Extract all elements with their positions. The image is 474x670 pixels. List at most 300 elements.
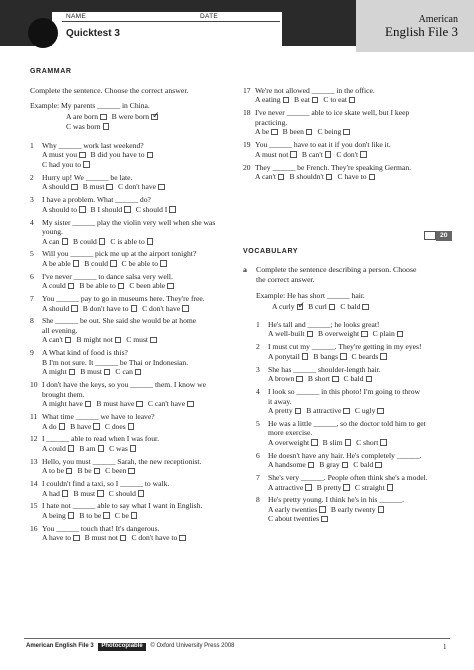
answer-option <box>77 466 100 475</box>
footer-copyright: © Oxford University Press 2008 <box>150 643 235 649</box>
brand-american: American <box>418 14 458 25</box>
answer-checkbox[interactable] <box>130 445 137 452</box>
option-label: B attractive <box>306 406 342 416</box>
option-label: A early twenties <box>268 504 318 514</box>
question-text: He doesn't have any hair. He's completely ______. <box>268 450 422 460</box>
question-number: 8 <box>256 495 260 505</box>
question-item <box>256 320 454 339</box>
question-item <box>256 419 454 447</box>
answer-options-row <box>42 150 240 159</box>
answer-checkbox[interactable] <box>296 376 303 383</box>
answer-checkbox[interactable] <box>343 129 350 136</box>
question-item <box>256 495 454 523</box>
option-label: B overweight <box>318 329 360 339</box>
question-body <box>42 195 240 214</box>
answer-checkbox[interactable] <box>83 161 90 168</box>
answer-checkbox[interactable] <box>167 283 174 290</box>
question-body <box>42 294 240 313</box>
option-label: C be <box>114 510 129 520</box>
answer-option <box>129 281 173 290</box>
option-label: C have to <box>337 172 367 182</box>
answer-checkbox[interactable] <box>59 423 66 430</box>
question-text: all evening. <box>42 325 78 335</box>
answer-options-row <box>255 150 453 159</box>
answer-option <box>42 237 68 246</box>
answer-checkbox[interactable] <box>62 490 69 497</box>
answer-checkbox[interactable] <box>136 401 143 408</box>
question-text: A What kind of food is this? <box>42 348 128 358</box>
answer-checkbox[interactable] <box>73 260 80 267</box>
answer-checkbox[interactable] <box>312 97 319 104</box>
answer-option <box>42 182 78 191</box>
answer-checkbox[interactable] <box>380 439 387 446</box>
answer-option <box>105 466 135 475</box>
answer-option <box>283 127 313 136</box>
question-text: You ______ pay to go in museums here. They're free. <box>42 294 205 304</box>
option-label: C beards <box>351 351 379 361</box>
page-number: 1 <box>443 643 447 651</box>
page-header <box>0 0 474 52</box>
answer-option <box>136 205 176 214</box>
answer-option <box>109 444 136 453</box>
page-footer <box>26 643 235 651</box>
option-label: A eating <box>255 95 281 105</box>
vocabulary-heading: VOCABULARY <box>243 248 299 255</box>
answer-checkbox[interactable] <box>305 484 312 491</box>
vocabulary-instruction <box>243 265 453 284</box>
answer-checkbox[interactable] <box>73 535 80 542</box>
option-label: B don't have to <box>82 303 129 313</box>
answer-option <box>352 352 387 361</box>
answer-checkbox[interactable] <box>98 445 105 452</box>
question-number: 15 <box>30 501 38 511</box>
date-label: DATE <box>200 13 219 20</box>
question-body <box>42 316 240 344</box>
grammar-score-total: 20 <box>436 231 452 241</box>
option-label: C bald <box>340 302 361 312</box>
question-number: 5 <box>256 418 260 428</box>
answer-options-row <box>42 533 240 542</box>
answer-option <box>42 205 86 214</box>
option-label: C must <box>126 335 149 345</box>
answer-option <box>294 95 318 104</box>
answer-checkbox[interactable] <box>79 206 86 213</box>
vocabulary-questions <box>256 320 454 527</box>
answer-checkbox[interactable] <box>147 152 154 159</box>
question-number: 20 <box>243 162 251 172</box>
answer-checkbox[interactable] <box>187 401 194 408</box>
answer-option <box>148 399 194 408</box>
answer-option <box>318 329 368 338</box>
answer-checkbox[interactable] <box>158 184 165 191</box>
answer-checkbox[interactable] <box>65 337 72 344</box>
answer-checkbox[interactable] <box>179 535 186 542</box>
answer-option <box>336 150 366 159</box>
answer-checkbox[interactable] <box>366 376 373 383</box>
checkmark-icon: ✓ <box>297 300 306 311</box>
answer-checkbox[interactable] <box>397 331 404 338</box>
answer-checkbox[interactable] <box>332 376 339 383</box>
answer-checkbox[interactable] <box>329 304 336 311</box>
answer-checkbox[interactable] <box>326 174 333 181</box>
grammar-heading: GRAMMAR <box>30 68 72 75</box>
answer-option <box>73 237 105 246</box>
answer-checkbox[interactable] <box>103 123 110 130</box>
option-label: C should <box>108 488 136 498</box>
answer-checkbox[interactable] <box>120 535 127 542</box>
answer-checkbox[interactable] <box>128 423 135 430</box>
answer-checkbox[interactable] <box>66 468 73 475</box>
answer-checkbox[interactable] <box>343 408 350 415</box>
answer-option <box>42 466 72 475</box>
answer-option <box>83 304 137 313</box>
name-date-line <box>62 21 280 22</box>
answer-option <box>85 533 127 542</box>
answer-checkbox[interactable] <box>306 129 313 136</box>
question-text: more exercise. <box>268 428 313 438</box>
answer-options-row <box>42 237 240 246</box>
question-item <box>30 501 240 520</box>
answer-checkbox[interactable] <box>128 468 135 475</box>
answer-option <box>115 367 141 376</box>
answer-option <box>42 533 80 542</box>
option-label: B bangs <box>313 351 339 361</box>
quicktest-title: Quicktest 3 <box>66 28 120 39</box>
answer-option <box>84 259 116 268</box>
answer-option <box>79 511 109 520</box>
question-number: 13 <box>30 456 38 466</box>
question-item <box>30 316 240 344</box>
vocabulary-instruction-line-2: the correct answer. <box>256 274 315 284</box>
answer-checkbox[interactable] <box>160 260 167 267</box>
answer-checkbox[interactable] <box>378 506 385 513</box>
answer-option <box>344 374 373 383</box>
option-label: C don't <box>336 149 359 159</box>
option-label: A be able <box>42 258 71 268</box>
option-label: C to eat <box>323 95 347 105</box>
question-body <box>42 141 240 169</box>
question-item <box>30 249 240 268</box>
question-text: I look so ______ in this photo! I'm going to throw <box>268 387 420 397</box>
option-label: C should I <box>135 204 168 214</box>
answer-checkbox[interactable] <box>343 484 350 491</box>
question-item <box>30 218 240 246</box>
question-body <box>42 218 240 246</box>
question-item <box>30 141 240 169</box>
question-text: young. <box>42 227 63 237</box>
answer-checkbox[interactable] <box>362 304 369 311</box>
option-label: A should <box>42 303 70 313</box>
option-label: A could <box>42 443 66 453</box>
question-body <box>268 365 454 384</box>
answer-option <box>115 511 138 520</box>
option-label: C being <box>317 127 342 137</box>
answer-checkbox[interactable] <box>69 369 76 376</box>
option-label: A ponytail <box>268 351 300 361</box>
question-item <box>256 342 454 361</box>
answer-option <box>109 489 145 498</box>
answer-checkbox[interactable] <box>97 490 104 497</box>
answer-checkbox[interactable] <box>99 238 106 245</box>
question-text: She has ______ shoulder-length hair. <box>268 364 381 374</box>
answer-checkbox[interactable] <box>182 305 189 312</box>
question-text: I don't have the keys, so you ______ them. I know we <box>42 380 206 390</box>
option-label: A can <box>42 236 60 246</box>
answer-option <box>323 438 352 447</box>
answer-option <box>331 505 384 514</box>
answer-checkbox[interactable] <box>375 462 382 469</box>
vocabulary-example-options <box>272 302 442 311</box>
answer-options-row <box>268 483 454 492</box>
option-label: A well-built <box>268 329 305 339</box>
answer-checkbox[interactable] <box>118 283 125 290</box>
answer-checkbox[interactable] <box>321 516 328 523</box>
option-label: B early twenty <box>330 504 376 514</box>
option-label: C about twenties <box>268 514 320 524</box>
answer-option <box>91 150 154 159</box>
question-number: 3 <box>30 195 34 205</box>
question-number: 4 <box>30 217 34 227</box>
answer-checkbox[interactable] <box>340 353 347 360</box>
option-label: B been <box>282 127 304 137</box>
question-text: My sister ______ play the violin very well when she was <box>42 217 216 227</box>
answer-option <box>308 302 335 311</box>
option-label: C had you to <box>42 159 82 169</box>
answer-checkbox[interactable] <box>319 506 326 513</box>
answer-checkbox[interactable] <box>68 512 75 519</box>
answer-checkbox[interactable] <box>100 114 107 121</box>
option-label: A brown <box>268 374 295 384</box>
question-body <box>42 501 240 520</box>
grammar-score-box[interactable] <box>424 231 436 240</box>
question-number: 10 <box>30 380 38 390</box>
question-body <box>268 419 454 447</box>
answer-option <box>42 422 65 431</box>
answer-option <box>42 160 90 169</box>
answer-checkbox[interactable] <box>377 408 384 415</box>
answer-option <box>96 399 142 408</box>
question-body <box>255 108 453 136</box>
answer-options-row <box>42 304 240 313</box>
answer-options-row <box>42 259 240 268</box>
option-label: A have to <box>42 533 72 543</box>
answer-option <box>356 438 387 447</box>
option-label: C does <box>104 421 126 431</box>
question-text: brought them. <box>42 389 85 399</box>
question-body <box>268 320 454 339</box>
question-number: 18 <box>243 108 251 118</box>
answer-options-row <box>42 489 240 498</box>
answer-checkbox[interactable] <box>295 408 302 415</box>
answer-option <box>308 374 339 383</box>
answer-checkbox[interactable] <box>311 439 318 446</box>
option-label: B must <box>80 367 102 377</box>
question-item <box>243 140 453 159</box>
answer-checkbox[interactable] <box>85 401 92 408</box>
grammar-column-left <box>30 141 240 546</box>
answer-checkbox[interactable] <box>283 97 290 104</box>
answer-checkbox[interactable] <box>150 337 157 344</box>
answer-checkbox[interactable] <box>135 369 142 376</box>
grammar-example <box>30 101 216 131</box>
option-label: B can't <box>301 149 323 159</box>
question-number: 7 <box>30 294 34 304</box>
option-label: A should <box>42 182 70 192</box>
option-label: B must have <box>96 399 135 409</box>
question-text: What time ______ we have to leave? <box>42 412 155 422</box>
question-text: I have a problem. What ______ do? <box>42 195 151 205</box>
answer-checkbox[interactable] <box>94 468 101 475</box>
answer-checkbox[interactable] <box>62 238 69 245</box>
answer-option <box>42 444 74 453</box>
option-label: A curly <box>272 302 295 312</box>
answer-checkbox[interactable] <box>361 331 368 338</box>
answer-options-row <box>268 374 454 383</box>
answer-option <box>340 302 369 311</box>
option-label: A are born <box>66 112 99 122</box>
answer-options-row <box>42 422 240 431</box>
question-number: 4 <box>256 387 260 397</box>
answer-options-row <box>255 95 453 104</box>
answer-options-row <box>268 505 454 514</box>
answer-option <box>79 444 104 453</box>
question-number: 11 <box>30 412 38 422</box>
answer-checkbox[interactable] <box>271 129 278 136</box>
answer-checkbox[interactable] <box>138 490 145 497</box>
option-label: B pretty <box>316 482 342 492</box>
answer-checkbox[interactable] <box>302 353 309 360</box>
option-label: A can't <box>255 172 276 182</box>
answer-options-row <box>268 406 454 415</box>
answer-checkbox[interactable] <box>131 512 138 519</box>
answer-options-row <box>255 127 453 136</box>
vocabulary-part-letter: a <box>243 265 247 274</box>
answer-options-row <box>42 160 240 169</box>
answer-option <box>255 95 289 104</box>
answer-checkbox[interactable] <box>124 206 131 213</box>
question-body <box>42 524 240 543</box>
answer-options-row <box>255 172 453 181</box>
question-text: He's pretty young. I think he's in his ______. <box>268 495 405 505</box>
answer-option <box>142 304 189 313</box>
answer-checkbox[interactable] <box>325 151 332 158</box>
answer-option <box>289 172 332 181</box>
question-item <box>30 457 240 476</box>
option-label: C don't have <box>142 303 181 313</box>
answer-checkbox[interactable] <box>387 484 394 491</box>
question-item <box>243 108 453 136</box>
question-body <box>42 173 240 192</box>
answer-options-row <box>42 281 240 290</box>
answer-checkbox[interactable] <box>360 151 367 158</box>
question-number: 14 <box>30 479 38 489</box>
question-text: I ______ able to read when I was four. <box>42 434 160 444</box>
question-body <box>268 451 454 470</box>
photocopiable-badge: Photocopiable <box>98 643 145 651</box>
answer-checkbox[interactable] <box>93 423 100 430</box>
answer-checkbox[interactable] <box>79 152 86 159</box>
question-item <box>30 173 240 192</box>
answer-option <box>80 367 110 376</box>
answer-checkbox[interactable] <box>106 184 113 191</box>
answer-option <box>268 505 326 514</box>
question-text: I've never ______ to dance salsa very well. <box>42 271 173 281</box>
question-item <box>256 473 454 492</box>
question-text: We're not allowed ______ in the office. <box>255 86 375 95</box>
answer-checkbox[interactable] <box>151 110 160 121</box>
answer-checkbox[interactable] <box>103 512 110 519</box>
answer-option <box>42 335 71 344</box>
answer-checkbox[interactable] <box>349 97 356 104</box>
answer-checkbox[interactable] <box>290 151 297 158</box>
question-number: 3 <box>256 364 260 374</box>
option-label: A do <box>42 421 57 431</box>
question-body <box>42 249 240 268</box>
question-text: it away. <box>268 396 292 406</box>
answer-checkbox[interactable] <box>369 174 376 181</box>
answer-option <box>323 95 355 104</box>
answer-checkbox[interactable] <box>115 337 122 344</box>
option-label: A can't <box>42 335 63 345</box>
answer-checkbox[interactable] <box>68 283 75 290</box>
answer-checkbox[interactable] <box>71 305 78 312</box>
answer-option <box>112 112 158 121</box>
option-label: B might not <box>76 335 113 345</box>
option-label: C don't have <box>117 182 157 192</box>
answer-option <box>268 329 313 338</box>
answer-checkbox[interactable] <box>278 174 285 181</box>
answer-checkbox[interactable] <box>147 238 154 245</box>
answer-checkbox[interactable] <box>169 206 176 213</box>
answer-checkbox[interactable] <box>308 462 315 469</box>
answer-option <box>66 122 109 131</box>
answer-checkbox[interactable] <box>342 462 349 469</box>
answer-checkbox[interactable] <box>297 300 306 311</box>
answer-option <box>42 489 68 498</box>
answer-option <box>42 304 78 313</box>
answer-checkbox[interactable] <box>345 439 352 446</box>
answer-checkbox[interactable] <box>307 331 314 338</box>
answer-checkbox[interactable] <box>110 260 117 267</box>
question-text: I couldn't find a taxi, so I ______ to walk. <box>42 479 170 489</box>
option-label: A being <box>42 510 66 520</box>
answer-options-row <box>268 514 454 523</box>
question-text: I've never ______ able to ice skate well, but I keep <box>255 108 410 118</box>
question-body <box>42 412 240 431</box>
question-text: B I'm not sure. It ______ be Thai or Indonesian. <box>42 357 189 367</box>
answer-checkbox[interactable] <box>131 305 138 312</box>
answer-option <box>255 172 284 181</box>
answer-option <box>306 406 350 415</box>
question-body <box>42 272 240 291</box>
question-text: Will you ______ pick me up at the airport tonight? <box>42 249 197 259</box>
question-number: 6 <box>256 450 260 460</box>
option-label: C is able to <box>110 236 145 246</box>
answer-checkbox[interactable] <box>71 184 78 191</box>
answer-checkbox[interactable] <box>68 445 75 452</box>
option-label: B be able to <box>79 281 116 291</box>
answer-option <box>66 112 107 121</box>
answer-option <box>317 483 350 492</box>
answer-option <box>42 150 86 159</box>
answer-option <box>268 460 314 469</box>
answer-option <box>255 150 297 159</box>
question-text: Hurry up! We ______ be late. <box>42 172 133 182</box>
question-body <box>42 434 240 453</box>
option-label: B must <box>73 488 96 498</box>
answer-checkbox[interactable] <box>104 369 111 376</box>
answer-checkbox[interactable] <box>380 353 387 360</box>
